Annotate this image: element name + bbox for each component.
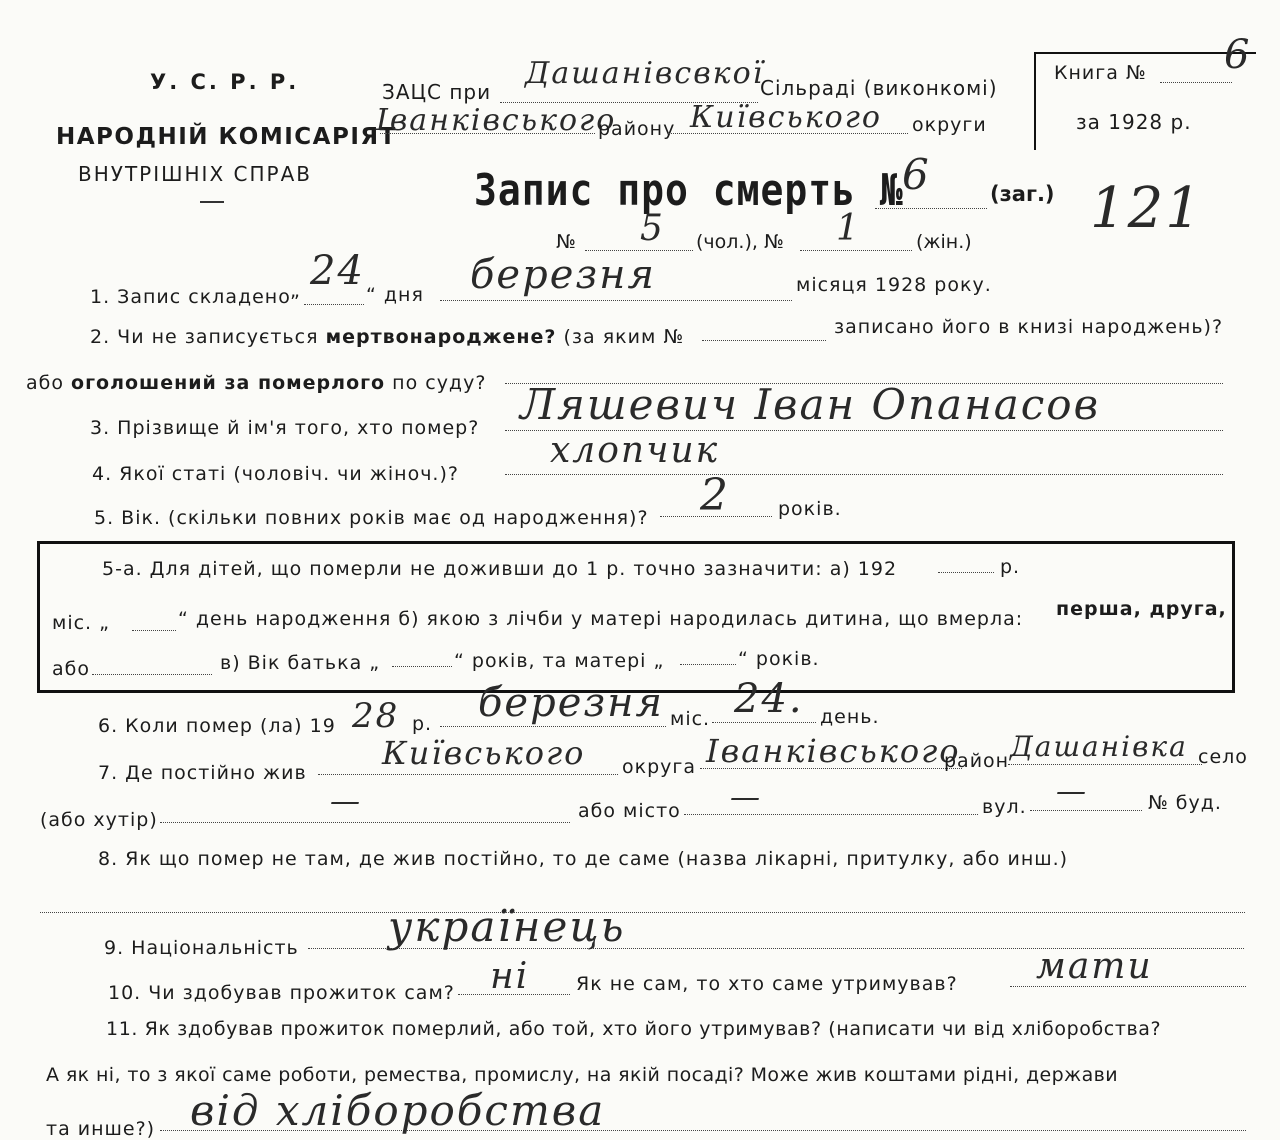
- field-4-line: [505, 474, 1223, 475]
- field-1-label: 1. Запис складено: [90, 286, 291, 308]
- field-11-handwritten: від хліборобства: [190, 1086, 606, 1135]
- field-2-declared: оголошений за померлого: [71, 372, 386, 394]
- field-2-recorded: записано його в книзі народжень)?: [834, 316, 1224, 338]
- field-2-label: [90, 326, 684, 348]
- record-number-line: [875, 208, 987, 209]
- book-year: за 1928 р.: [1076, 110, 1192, 134]
- okruga-label: округи: [912, 114, 987, 136]
- field-6-day-handwritten: 24.: [734, 676, 804, 722]
- republic-abbrev: У. С. Р. Р.: [150, 70, 300, 94]
- okruga-handwritten: Київського: [690, 100, 882, 135]
- field-5a-year-line: [938, 572, 994, 573]
- field-5-suffix: років.: [778, 498, 842, 520]
- field-5a-first-second: перша, друга,: [1056, 598, 1227, 620]
- field-3-label: 3. Прізвище й ім'я того, хто помер?: [90, 417, 480, 439]
- field-6-year-suffix: р.: [412, 713, 433, 735]
- field-2-which: (за яким №: [563, 326, 685, 348]
- field-5a-father-age: в) Вік батька „: [220, 652, 381, 674]
- field-7-misto-handwritten: —: [730, 780, 762, 815]
- field-5a-mother-line: [680, 664, 736, 665]
- field-5-label: 5. Вік. (скільки повних років має од народження)?: [94, 507, 649, 529]
- record-title: Запис про смерть №: [474, 164, 904, 216]
- field-7-selo-label: село: [1198, 746, 1248, 768]
- field-2-number-line: [702, 340, 826, 341]
- record-number-handwritten: 6: [902, 150, 931, 199]
- field-6-label: 6. Коли помер (ла) 19: [98, 715, 336, 737]
- zags-selrada-handwritten: Дашанівсвкої: [525, 56, 765, 91]
- field-7-selo-line: [1008, 764, 1202, 765]
- field-10-label: 10. Чи здобував прожиток сам?: [108, 982, 455, 1004]
- field-3-handwritten: Ляшевич Іван Опанасов: [520, 380, 1101, 429]
- field-1-month-line: [440, 300, 792, 301]
- field-5a-mother-age: “ років, та матері „: [454, 650, 665, 672]
- field-11-line1: 11. Як здобував прожиток померлий, або той, хто його утримував? (написати чи від хліборобства?: [106, 1018, 1162, 1040]
- field-8-label: 8. Як що помер не там, де жив постійно, то де саме (назва лікарні, притулку, або инш.): [98, 848, 1069, 870]
- field-6-month-handwritten: березня: [478, 680, 665, 726]
- field-2-stillborn: мертвонароджене?: [325, 326, 557, 348]
- field-5a-or: або: [52, 658, 90, 680]
- rayon-handwritten: Іванківського: [376, 103, 617, 138]
- female-no-line: [800, 250, 912, 251]
- ministry-line-1: НАРОДНІЙ КОМІСАРІЯТ: [56, 124, 397, 150]
- field-11-line2: А як ні, то з якої саме роботи, ремества, промислу, на якій посаді? Може жив коштами рідні, держави: [46, 1064, 1118, 1086]
- field-6-month-line: [440, 726, 666, 727]
- field-7-okruga-label: округа: [622, 756, 697, 778]
- field-2-line2: [26, 372, 486, 394]
- field-7-misto-line: [684, 814, 978, 815]
- field-7-bud-label: № буд.: [1148, 792, 1222, 814]
- field-4-label: 4. Якої статі (чоловіч. чи жіноч.)?: [92, 463, 459, 485]
- ministry-divider: [200, 201, 224, 203]
- field-11-line3: та инше?): [46, 1118, 156, 1140]
- field-5a-line1-end: р.: [1000, 556, 1021, 578]
- ministry-line-2: ВНУТРІШНІХ СПРАВ: [78, 162, 312, 186]
- field-5-handwritten: 2: [700, 470, 730, 521]
- field-5a-father-line: [392, 666, 452, 667]
- field-1-day-label: “ дня: [366, 284, 424, 306]
- book-number-line: [1160, 82, 1232, 83]
- book-label: Книга №: [1054, 62, 1147, 84]
- field-5a-month-label: міс. „: [52, 612, 110, 634]
- field-1-day-handwritten: 24: [310, 248, 365, 294]
- field-7-rayon-label: район: [944, 750, 1010, 772]
- field-5a-line1: 5-а. Для дітей, що померли не доживши до 1 р. точно зазначити: а) 192: [102, 558, 898, 580]
- field-7-okruga-line: [318, 774, 618, 775]
- field-6-month-label: міс.: [670, 708, 711, 730]
- field-5a-month-line: [132, 630, 176, 631]
- field-6-year-handwritten: 28: [352, 696, 400, 736]
- zags-suffix: Сільраді (виконкомі): [760, 76, 998, 100]
- field-7-vul-label: вул.: [982, 796, 1027, 818]
- field-5a-line2: “ день народження б) якою з лічби у матері народилась дитина, що вмерла:: [178, 608, 1024, 630]
- field-7-hutir-label: (або хутір): [40, 809, 158, 831]
- field-7-hutir-line: [160, 822, 570, 823]
- male-label: (чол.), №: [696, 231, 784, 253]
- field-10-handwritten: ні: [490, 956, 530, 997]
- field-7-vul-line: [1030, 810, 1142, 811]
- field-7-selo-handwritten: Дашанівка: [1010, 730, 1188, 763]
- female-no-handwritten: 1: [836, 208, 861, 249]
- field-7-rayon-handwritten: Іванківського: [706, 732, 961, 770]
- record-no-label: №: [556, 231, 576, 253]
- book-number-handwritten: 6: [1224, 32, 1252, 78]
- field-5a-years: “ років.: [738, 648, 820, 670]
- field-9-handwritten: українець: [388, 902, 626, 951]
- field-5a-or-line: [92, 674, 212, 675]
- field-7-label: 7. Де постійно жив: [98, 762, 307, 784]
- rayon-label: району: [598, 118, 676, 140]
- field-6-day-label: день.: [820, 706, 880, 728]
- field-10-who-handwritten: мати: [1036, 946, 1153, 987]
- field-1-month-handwritten: березня: [470, 252, 657, 298]
- field-7-vul-handwritten: —: [1056, 774, 1088, 809]
- margin-note-handwritten: 121: [1090, 176, 1203, 241]
- field-4-handwritten: хлопчик: [550, 430, 720, 471]
- female-label: (жін.): [916, 231, 972, 253]
- field-7-misto-label: або місто: [578, 800, 681, 822]
- field-2-or: або: [26, 372, 64, 394]
- field-2-text: 2. Чи не записується: [90, 326, 319, 348]
- record-zag-label: (заг.): [990, 182, 1055, 206]
- field-2-court: по суду?: [392, 372, 487, 394]
- male-no-line: [585, 250, 693, 251]
- male-no-handwritten: 5: [640, 208, 665, 249]
- field-1-year: місяця 1928 року.: [796, 274, 992, 296]
- field-8-line: [40, 912, 1245, 913]
- field-7-hutir-handwritten: —: [330, 784, 362, 819]
- field-10-who-label: Як не сам, то хто саме утримував?: [576, 973, 958, 995]
- field-1-day-line: [304, 304, 364, 305]
- zags-prefix: ЗАЦС при: [382, 80, 492, 104]
- field-9-label: 9. Національність: [104, 937, 299, 959]
- field-7-okruga-handwritten: Київського: [382, 734, 586, 772]
- field-6-day-line: [712, 722, 816, 723]
- field-1-quote-open: „: [290, 280, 301, 302]
